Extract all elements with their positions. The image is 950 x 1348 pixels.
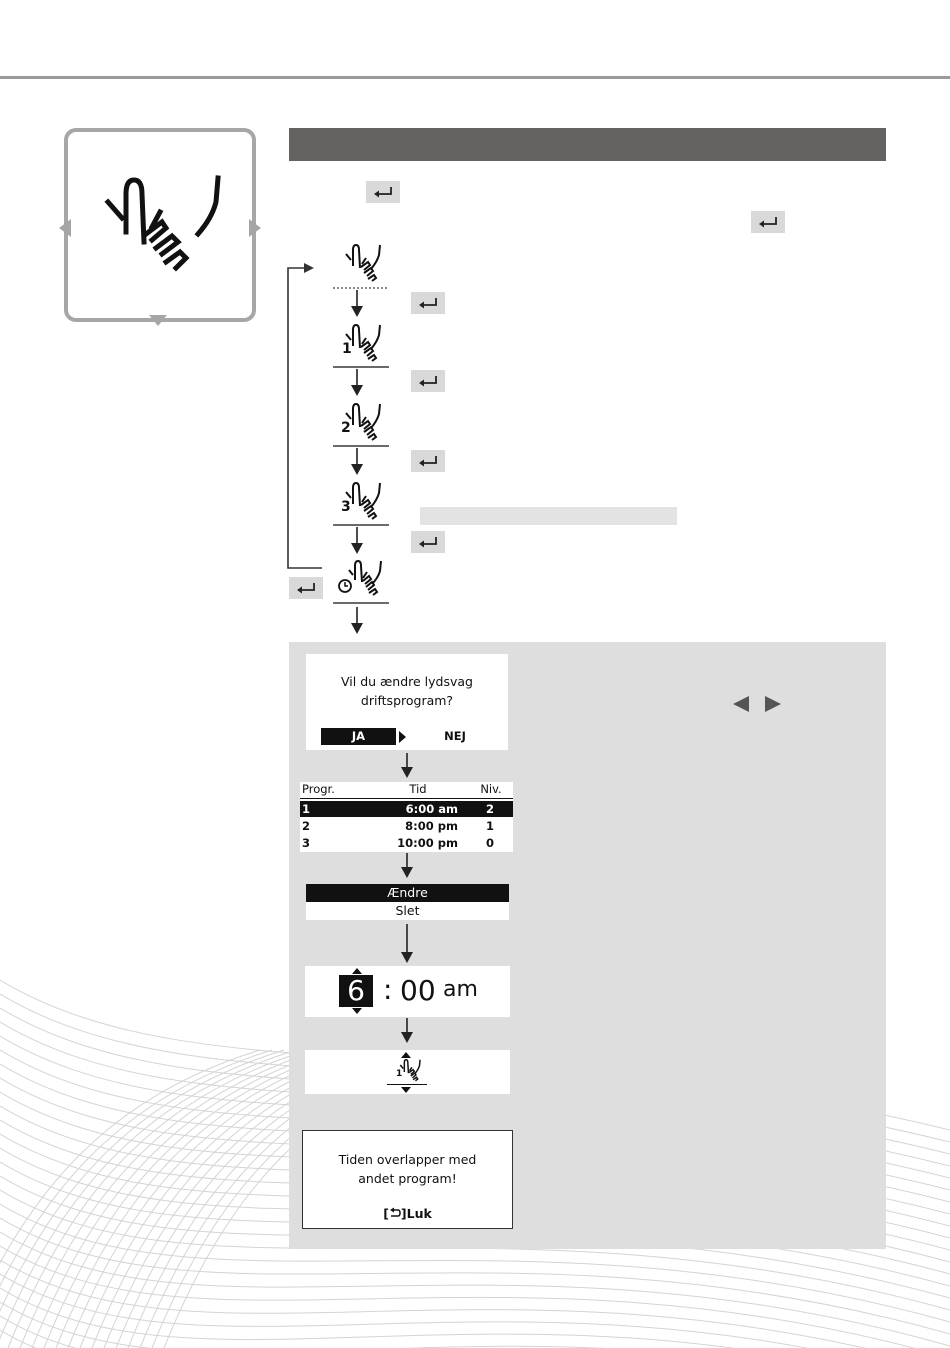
close-label: ]Luk: [400, 1206, 432, 1221]
column-header-program: Progr.: [302, 782, 335, 796]
arrow-down: [400, 853, 414, 879]
column-header-time: Tid: [409, 782, 427, 796]
question-line-1: Vil du ændre lydsvag: [341, 674, 473, 689]
question-screen: [306, 654, 508, 750]
arrow-down: [400, 924, 414, 964]
arrow-down: [400, 753, 414, 779]
sleep-step-icon: [333, 240, 389, 290]
right-arrow-icon[interactable]: [248, 218, 264, 238]
menu-item-change[interactable]: Ændre: [306, 884, 509, 902]
program-3-icon: [333, 480, 389, 528]
level-number: 1: [396, 1069, 403, 1079]
question-line-2: driftsprogram?: [360, 693, 454, 708]
enter-key-icon[interactable]: [751, 211, 785, 233]
warning-text: [303, 1150, 512, 1188]
ampm-field[interactable]: am: [443, 977, 478, 1002]
menu-item-delete[interactable]: Slet: [395, 903, 420, 918]
arrow-down: [400, 1018, 414, 1044]
cell-program: 2: [302, 819, 311, 833]
arrow-down: [350, 607, 364, 635]
cell-level: 0: [485, 836, 494, 850]
placeholder-bar: [420, 507, 677, 525]
time-setting-screen: [305, 966, 510, 1017]
level-underline: [387, 1084, 427, 1085]
program-number: 3: [341, 499, 351, 515]
left-arrow-icon[interactable]: [56, 218, 72, 238]
time-separator: :: [383, 973, 393, 1006]
down-arrow-icon[interactable]: [401, 1087, 411, 1093]
column-header-level: Niv.: [480, 782, 502, 796]
selection-caret-icon: [399, 731, 406, 743]
minutes-field[interactable]: 00: [400, 974, 436, 1007]
table-header: [300, 782, 513, 799]
cell-level: 2: [485, 802, 494, 816]
enter-key-icon[interactable]: [366, 181, 400, 203]
yes-button[interactable]: JA: [321, 728, 396, 745]
program-number: 2: [341, 420, 351, 436]
cell-time: 8:00 pm: [405, 819, 458, 833]
table-row[interactable]: [300, 818, 513, 834]
arrow-down: [350, 369, 364, 397]
loop-back-arrow: [282, 260, 322, 572]
overlap-warning-screen: [302, 1130, 513, 1229]
arrow-down: [350, 448, 364, 476]
arrow-down: [350, 290, 364, 318]
table-row[interactable]: [300, 801, 513, 817]
warning-line-1: Tiden overlapper med: [338, 1152, 477, 1167]
program-2-icon: [333, 401, 389, 449]
right-arrow-icon[interactable]: [763, 695, 783, 713]
cell-time: 6:00 am: [405, 802, 458, 816]
enter-key-icon[interactable]: [411, 370, 445, 392]
cell-time: 10:00 pm: [397, 836, 458, 850]
sleep-hand-icon: [100, 172, 230, 284]
left-arrow-icon[interactable]: [731, 695, 751, 713]
enter-key-icon[interactable]: [411, 292, 445, 314]
clock-hand-icon: [333, 558, 389, 606]
arrow-down: [350, 527, 364, 555]
no-button[interactable]: NEJ: [444, 729, 466, 743]
question-text: [306, 672, 508, 710]
down-arrow-icon[interactable]: [148, 314, 168, 328]
section-header-bar: [289, 128, 886, 161]
close-bracket: [: [383, 1206, 389, 1221]
down-arrow-icon[interactable]: [352, 1008, 362, 1015]
program-1-icon: [333, 322, 389, 370]
program-table: [300, 782, 513, 852]
enter-key-icon[interactable]: [411, 531, 445, 553]
enter-key-icon[interactable]: [289, 577, 323, 599]
cell-level: 1: [485, 819, 494, 833]
edit-menu: [306, 884, 509, 920]
program-number: 1: [342, 341, 352, 357]
cell-program: 1: [302, 802, 311, 816]
level-screen: [305, 1050, 510, 1094]
close-button[interactable]: [303, 1206, 512, 1221]
back-icon: [389, 1207, 401, 1219]
enter-key-icon[interactable]: [411, 450, 445, 472]
warning-line-2: andet program!: [358, 1171, 457, 1186]
cell-program: 3: [302, 836, 311, 850]
table-row[interactable]: [300, 835, 513, 851]
header-rule: [0, 76, 950, 79]
hour-field[interactable]: 6: [339, 975, 373, 1007]
